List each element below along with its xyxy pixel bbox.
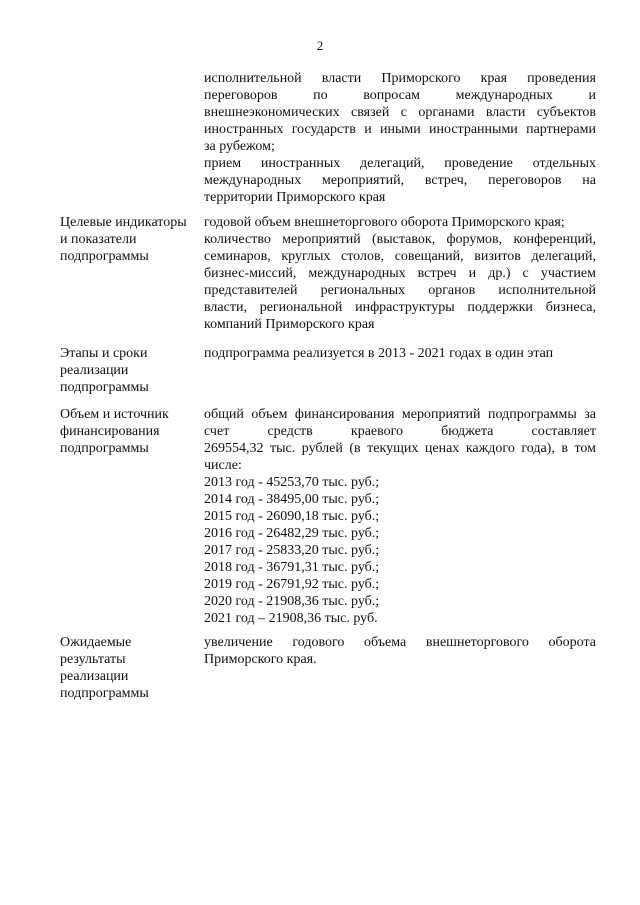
text-line: исполнительной власти Приморского края проведения: [204, 71, 596, 86]
text-line: счет средств краевого бюджета составляет: [204, 424, 596, 439]
text-line: 2019 год - 26791,92 тыс. руб.;: [204, 577, 380, 592]
row-content-results: [204, 634, 596, 668]
row-content-indicators: [204, 214, 596, 333]
continuation-text: [204, 70, 596, 206]
text-line: 2013 год - 45253,70 тыс. руб.;: [204, 475, 380, 490]
text-line: международных мероприятий, встреч, переговоров на: [204, 173, 596, 188]
text-line: 2021 год – 21908,36 тыс. руб.: [204, 611, 378, 626]
label-line: реализации: [60, 669, 129, 684]
text-line: компаний Приморского края: [204, 317, 375, 332]
label-line: подпрограммы: [60, 441, 149, 456]
label-line: результаты: [60, 652, 126, 667]
label-line: подпрограммы: [60, 686, 149, 701]
text-line: 2016 год - 26482,29 тыс. руб.;: [204, 526, 380, 541]
text-line: бизнес-миссий, международных встреч и др.) с участием: [204, 266, 596, 281]
text-line: подпрограмма реализуется в 2013 - 2021 годах в один этап: [204, 346, 554, 361]
label-line: подпрограммы: [60, 249, 149, 264]
text-line: увеличение годового объема внешнеторгового оборота: [204, 635, 596, 650]
text-line: внешнеэкономических связей с органами власти субъектов: [204, 105, 596, 120]
text-line: 2018 год - 36791,31 тыс. руб.;: [204, 560, 380, 575]
text-line: прием иностранных делегаций, проведение отдельных: [204, 156, 596, 171]
text-line: 2015 год - 26090,18 тыс. руб.;: [204, 509, 380, 524]
text-line: 269554,32 тыс. рублей (в текущих ценах каждого года), в том: [204, 441, 596, 456]
text-line: за рубежом;: [204, 139, 275, 154]
label-line: подпрограммы: [60, 380, 149, 395]
row-label-indicators: [60, 214, 200, 265]
label-line: финансирования: [60, 424, 160, 439]
text-line: общий объем финансирования мероприятий подпрограммы за: [204, 407, 596, 422]
label-line: Ожидаемые: [60, 635, 132, 650]
text-line: переговоров по вопросам международных и: [204, 88, 596, 103]
row-label-results: [60, 634, 200, 702]
row-label-funding: [60, 406, 200, 457]
text-line: количество мероприятий (выставок, форумов, конференций,: [204, 232, 596, 247]
label-line: реализации: [60, 363, 129, 378]
text-line: годовой объем внешнеторгового оборота Приморского края;: [204, 215, 565, 230]
label-line: Целевые индикаторы: [60, 215, 187, 230]
text-line: Приморского края.: [204, 652, 317, 667]
text-line: семинаров, круглых столов, совещаний, визитов делегаций,: [204, 249, 596, 264]
text-line: 2017 год - 25833,20 тыс. руб.;: [204, 543, 380, 558]
text-line: 2020 год - 21908,36 тыс. руб.;: [204, 594, 380, 609]
text-line: 2014 год - 38495,00 тыс. руб.;: [204, 492, 380, 507]
row-content-funding: [204, 406, 596, 627]
label-line: Этапы и сроки: [60, 346, 148, 361]
text-line: иностранных государств и иными иностранными партнерами: [204, 122, 596, 137]
text-line: представителей региональных органов исполнительной: [204, 283, 596, 298]
label-line: и показатели: [60, 232, 137, 247]
text-line: власти, региональной инфраструктуры поддержки бизнеса,: [204, 300, 596, 315]
text-line: числе:: [204, 458, 242, 473]
text-line: территории Приморского края: [204, 190, 386, 205]
label-line: Объем и источник: [60, 407, 169, 422]
row-label-stages: [60, 345, 200, 396]
page-number: 2: [316, 38, 324, 53]
row-content-stages: [204, 345, 596, 362]
